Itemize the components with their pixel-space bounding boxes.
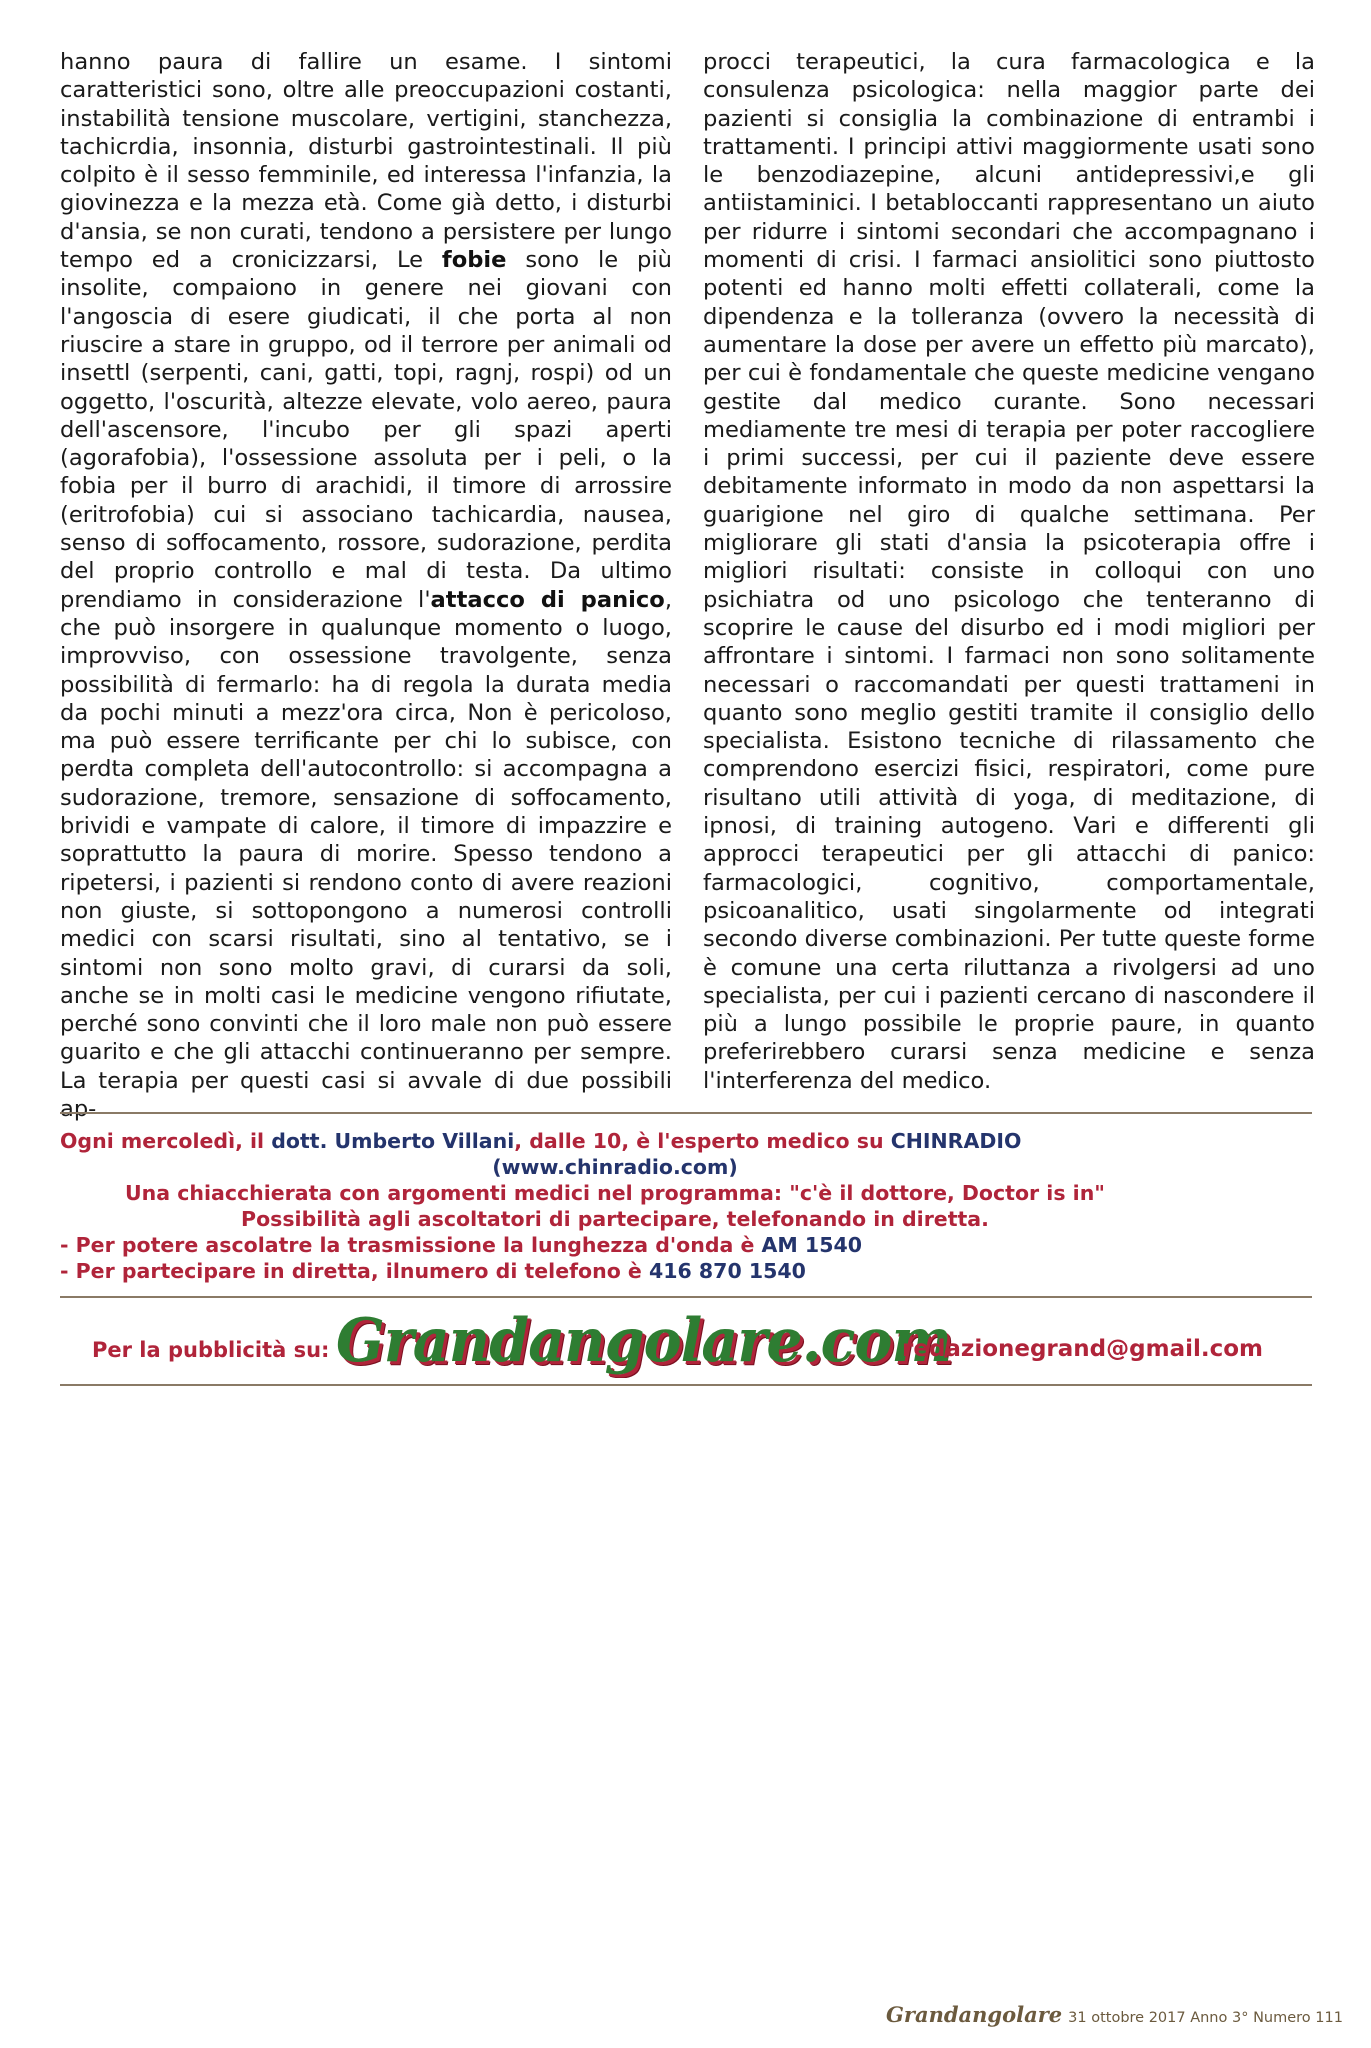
radio-participation: Possibilità agli ascoltatori di partecipare, telefonando in diretta. — [241, 1207, 989, 1231]
text-run: Ogni mercoledì, il — [60, 1129, 272, 1153]
contact-email: redazionegrand@gmail.com — [902, 1336, 1263, 1362]
text-run: hanno paura di fallire un esame. I sintomi caratteristici sono, oltre alle preoccupazioni costanti, instabilità tensione muscolare, vertigini, stanchezza, tachicrdia, insonnia, disturbi gastrointestinali. Il più colpito è il sesso femminile, ed interessa l'infanzia, la giovinezza e la mezza età. Come già detto, i disturbi d'ansia, se non curati, tendono a persistere per lungo tempo ed a cronicizzarsi, Le — [60, 49, 672, 274]
doctor-name: dott. Umberto Villani — [271, 1129, 515, 1153]
station-name: CHINRADIO — [890, 1129, 1022, 1153]
radio-program: Una chiacchierata con argomenti medici nel programma: "c'è il dottore, Doctor is in" — [125, 1181, 1105, 1205]
divider-bottom — [60, 1384, 1312, 1386]
radio-announcement — [60, 1128, 1312, 1284]
radio-line-schedule — [60, 1128, 1312, 1154]
page-footer — [886, 2002, 1343, 2027]
radio-phone — [60, 1258, 1312, 1284]
text-run: sono le più insolite, compaiono in genere nei giovani con l'angoscia di esere giudicati, il che porta al non riuscire a stare in gruppo, od il terrore per animali od insettl (serpenti, cani, gatti, topi, ragnj, rospi) od un oggetto, l'oscurità, altezze elevate, volo aereo, paura dell'ascensore, l'incubo per gli spazi aperti (agorafobia), l'ossessione assoluta per i peli, o la fobia per il burro di arachidi, il timore di arrossire (eritrofobia) cui si associano tachicardia, nausea, senso di soffocamento, rossore, sudorazione, perdita del proprio controllo e mal di testa. Da ultimo prendiamo in considerazione l' — [60, 247, 672, 613]
text-run: , che può insorgere in qualunque momento o luogo, improvviso, con ossessione travolgente, senza possibilità di fermarlo: ha di regola la durata media da pochi minuti a mezz'ora circa, Non è pericoloso, ma può essere terrificante per chi lo subisce, con perdta completa dell'autocontrollo: si accompagna a sudorazione, tremore, sensazione di soffocamento, brividi e vampate di calore, il timore di impazzire e soprattutto la paura di morire. Spesso tendono a ripetersi, i pazienti si rendono conto di avere reazioni non giuste, si sottopongono a numerosi controlli medici con scarsi risultati, sino al tentativo, se i sintomi non sono molto gravi, di curarsi da soli, anche se in molti casi le medicine vengono rifiutate, perché sono convinti che il loro male non può essere guarito e che gli attacchi continueranno per sempre. La terapia per questi casi si avvale di due possibili ap- — [60, 586, 673, 1122]
keyword-fobie: fobie — [441, 247, 507, 274]
footer-issue-info: 31 ottobre 2017 Anno 3° Numero 111 — [1068, 2010, 1343, 2026]
article-paragraph-left — [60, 48, 672, 1123]
divider-middle — [60, 1296, 1312, 1298]
article-columns — [60, 48, 1315, 1123]
advertising-banner — [60, 1306, 1312, 1384]
article-column-left — [60, 48, 672, 1123]
radio-website: (www.chinradio.com) — [492, 1155, 738, 1179]
article-paragraph-right: procci terapeutici, la cura farmacologica e la consulenza psicologica: nella maggior parte dei pazienti si consiglia la combinazione di entrambi i trattamenti. I principi attivi maggiormente usati sono le benzodiazepine, alcuni antidepressivi,e gli antiistaminici. I betabloccanti rappresentano un aiuto per ridurre i sintomi secondari che accompagnano i momenti di crisi. I farmaci ansiolitici sono piuttosto potenti ed hanno molti effetti collaterali, come la dipendenza e la tolleranza (ovvero la necessità di aumentare la dose per avere un effetto più marcato), per cui è fondamentale che queste medicine vengano gestite dal medico curante. Sono necessari mediamente tre mesi di terapia per poter raccogliere i primi successi, per cui il paziente deve essere debitamente informato in modo da non aspettarsi la guarigione nel giro di qualche settimana. Per migliorare gli stati d'ansia la psicoterapia offre i migliori risultati: consiste in colloqui con uno psichiatra od uno psicologo che tenteranno di scoprire le cause del disurbo ed i modi migliori per affrontare i sintomi. I farmaci non sono solitamente necessari o raccomandati per questi trattameni in quanto sono meglio gestiti tramite il consiglio dello specialista. Esistono tecniche di rilassamento che comprendono esercizi fisici, respiratori, come pure risultano utili attività di yoga, di meditazione, di ipnosi, di training autogeno. Vari e differenti gli approcci terapeutici per gli attacchi di panico: farmacologici, cognitivo, comportamentale, psicoanalitico, usati singolarmente od integrati secondo diverse combinazioni. Per tutte queste forme è comune una certa riluttanza a rivolgersi ad uno specialista, per cui i pazienti cercano di nascondere il più a lungo possibile le proprie paure, in quanto preferirebbero curarsi senza medicine e senza l'interferenza del medico. — [703, 49, 1315, 1094]
phone-number: 416 870 1540 — [648, 1259, 806, 1283]
grandangolare-logo: Grandangolare.com — [336, 1306, 951, 1376]
text-run: - Per potere ascolatre la trasmissione la lunghezza d'onda è — [60, 1233, 762, 1257]
divider-top — [60, 1112, 1312, 1114]
footer-magazine-name: Grandangolare — [886, 2002, 1063, 2027]
text-run: - Per partecipare in diretta, ilnumero di telefono è — [60, 1259, 649, 1283]
keyword-attacco-di-panico: attacco di panico — [430, 586, 665, 613]
radio-frequency — [60, 1232, 1312, 1258]
advertising-label: Per la pubblicità su: — [92, 1338, 330, 1362]
article-column-right — [703, 48, 1315, 1123]
text-run: , dalle 10, è l'esperto medico su — [514, 1129, 891, 1153]
frequency-value: AM 1540 — [761, 1233, 862, 1257]
